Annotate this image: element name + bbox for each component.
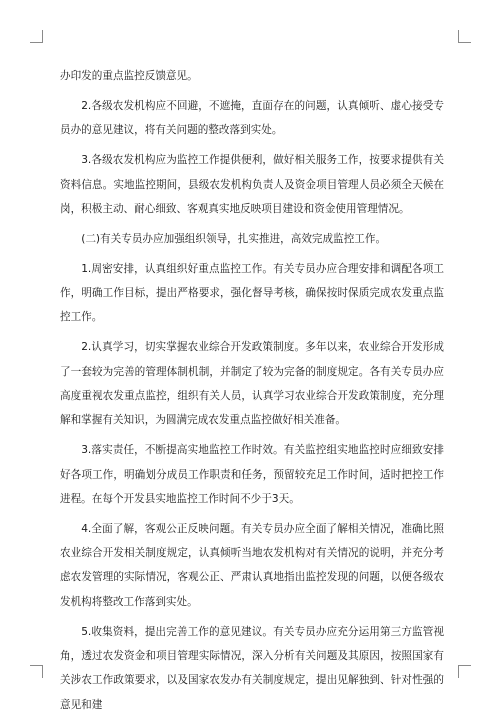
crop-mark-top-left: [30, 30, 43, 43]
paragraph-item-3-provide-convenience: 3.各级农发机构应为监控工作提供便利，做好相关服务工作，按要求提供有关资料信息。实地监控期间，县级农发机构负责人及资金项目管理人员必须全天候在岗，积极主动、耐心细致、客观真实地反映项目建设和资金使用管理情况。: [60, 154, 444, 215]
paragraph-item-1-careful-arrangement: 1.周密安排，认真组织好重点监控工作。有关专员办应合理安排和调配各项工作，明确工作目标，提出严格要求，强化督导考核，确保按时保质完成农发重点监控工作。: [60, 262, 444, 324]
document-body: [60, 64, 444, 723]
paragraph-item-4-objective-reporting: 4.全面了解，客观公正反映问题。有关专员办应全面了解相关情况，准确比照农业综合开发相关制度规定，认真倾听当地农发机构对有关情况的说明，并充分考虑农发管理的实际情况，客观公正、严肃认真地指出监控发现的问题，以便各级农发机构将整改工作落到实处。: [60, 522, 444, 608]
paragraph-item-2-study-policy: 2.认真学习，切实掌握农业综合开发政策制度。多年以来，农业综合开发形成了一套较为完善的管理体制机制，并制定了较为完备的制度规定。各有关专员办应高度重视农发重点监控，组织有关人员，认真学习农业综合开发政策制度，充分理解和掌握有关知识，为圆满完成农发重点监控做好相关准备。: [60, 341, 444, 427]
paragraph-item-5-collect-materials: 5.收集资料，提出完善工作的意见建议。有关专员办应充分运用第三方监管视角，透过农发资金和项目管理实际情况，深入分析有关问题及其原因，按照国家有关涉农工作政策要求，以及国家农发办有关制度规定，提出见解独到、针对性强的意见和建: [60, 625, 444, 711]
paragraph-continuation: 办印发的重点监控反馈意见。: [60, 70, 198, 82]
section-heading-two: (二)有关专员办应加强组织领导，扎实推进，高效完成监控工作。: [81, 232, 387, 245]
paragraph-item-3-implement-responsibility: 3.落实责任，不断提高实地监控工作时效。有关监控组实地监控时应细致安排好各项工作，明确划分成员工作职责和任务，预留较充足工作时间，适时把控工作进程。在每个开发县实地监控工作时间不少于3天。: [60, 444, 444, 505]
crop-mark-bottom-right: [458, 665, 471, 678]
paragraph-item-2-no-evasion: 2.各级农发机构应不回避，不遮掩，直面存在的问题，认真倾听、虚心接受专员办的意见建议，将有关问题的整改落到实处。: [60, 99, 444, 137]
crop-mark-bottom-left: [30, 665, 43, 678]
crop-mark-top-right: [458, 30, 471, 43]
